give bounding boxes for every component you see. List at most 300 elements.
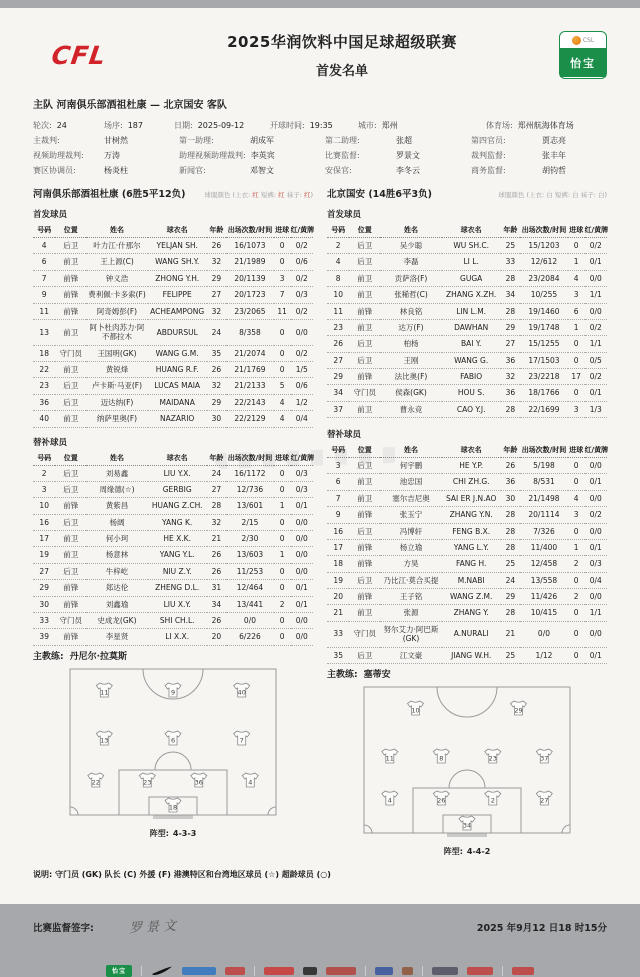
info-value: 罗景文 (396, 151, 420, 160)
player-age: 32 (501, 369, 521, 385)
player-number: 3 (33, 481, 55, 497)
player-age: 21 (207, 531, 227, 547)
player-age: 36 (501, 352, 521, 368)
player-jersey-name: YANG Y.L. (148, 547, 207, 563)
player-position: 后卫 (349, 458, 380, 474)
player-jersey-name: ZHENG D.L. (148, 580, 207, 596)
player-cards: 0/1 (291, 580, 313, 596)
player-jersey-name: FABIO (442, 369, 501, 385)
player-row (327, 401, 607, 417)
info-pair (270, 118, 358, 133)
player-row (33, 498, 313, 514)
player-apps-time: 10/255 (520, 287, 568, 303)
info-value: 郑州航海体育场 (517, 121, 574, 130)
sponsor-separator (422, 966, 423, 976)
column-header: 年龄 (501, 443, 521, 458)
info-label: 第一助理: (179, 136, 214, 145)
jersey-18 (165, 798, 181, 812)
player-apps-time: 19/1748 (520, 319, 568, 335)
kit-part-label: 上衣: (529, 191, 547, 199)
info-label: 商务监督: (471, 166, 506, 175)
player-row (327, 490, 607, 506)
player-position: 前锋 (349, 507, 380, 523)
player-cards: 0/1 (585, 385, 607, 401)
player-cards: 1/1 (585, 336, 607, 352)
player-apps-time: 22/2143 (226, 394, 274, 410)
kit-label: 球服颜色 ( (204, 191, 235, 199)
svg-text:11: 11 (385, 754, 394, 763)
jersey-36 (191, 773, 207, 787)
home-starters-section (33, 208, 313, 428)
player-goals: 3 (274, 270, 291, 286)
signature-block (33, 916, 180, 935)
player-jersey-name: YELJAN SH. (148, 238, 207, 254)
player-goals: 0 (274, 629, 291, 645)
column-header: 号码 (33, 451, 55, 466)
player-age: 29 (207, 394, 227, 410)
player-apps-time: 12/458 (520, 556, 568, 572)
player-number: 27 (33, 563, 55, 579)
kit-part-label: 短裤: (554, 191, 573, 199)
player-jersey-name: MAIDANA (148, 394, 207, 410)
player-cards: 0/3 (291, 287, 313, 303)
player-apps-time: 21/1989 (226, 254, 274, 270)
player-row (33, 394, 313, 410)
player-jersey-name: M.NABI (442, 572, 501, 588)
player-apps-time: 23/2084 (520, 270, 568, 286)
column-header: 年龄 (207, 223, 227, 238)
jersey-11 (96, 683, 112, 697)
player-row (33, 563, 313, 579)
player-age: 21 (501, 621, 521, 647)
player-goals: 0 (274, 254, 291, 270)
legend-note: 说明: 守门员 (GK) 队长 (C) 外援 (F) 港澳特区和台湾地区球员 (☆) 超龄球员 (○) (33, 869, 331, 879)
player-number: 2 (327, 238, 349, 254)
player-position: 后卫 (55, 394, 86, 410)
player-cards: 0/0 (291, 547, 313, 563)
info-label: 安保官: (325, 166, 352, 175)
player-jersey-name: CAO Y.J. (442, 401, 501, 417)
player-age: 26 (207, 238, 227, 254)
kit-part-label: 袜子: (286, 191, 304, 199)
column-header: 位置 (349, 443, 380, 458)
player-name: 杨意林 (86, 547, 148, 563)
player-row (327, 556, 607, 572)
player-jersey-name: YANG L.Y. (442, 539, 501, 555)
svg-text:9: 9 (170, 688, 176, 697)
jersey-4 (242, 773, 258, 787)
player-apps-time: 21/2133 (226, 378, 274, 394)
player-number: 29 (33, 580, 55, 596)
player-name: 塞尔吉尼奥 (380, 490, 442, 506)
player-goals: 0 (568, 474, 585, 490)
signature-row (33, 916, 607, 935)
info-pair (179, 163, 325, 178)
svg-text:13: 13 (100, 736, 109, 745)
player-name: 刘鑫瑜 (86, 596, 148, 612)
info-value: 张超 (396, 136, 412, 145)
player-jersey-name: NIU Z.Y. (148, 563, 207, 579)
player-row (327, 287, 607, 303)
player-row (327, 238, 607, 254)
player-age: 26 (207, 563, 227, 579)
column-header: 球衣名 (442, 443, 501, 458)
player-position: 后卫 (349, 647, 380, 663)
sponsor-yibao-logo: 怡宝 (106, 965, 132, 977)
kit-part-label: 上衣: (235, 191, 253, 199)
match-sheet-page (0, 8, 640, 976)
player-position: 后卫 (349, 572, 380, 588)
player-cards: 0/3 (291, 465, 313, 481)
player-name: 何小珂 (86, 531, 148, 547)
player-age: 28 (501, 539, 521, 555)
player-apps-time: 18/1766 (520, 385, 568, 401)
info-pair (471, 163, 607, 178)
player-name: 李磊 (380, 254, 442, 270)
player-row (327, 539, 607, 555)
info-pair (325, 148, 471, 163)
player-name: 杨立瑜 (380, 539, 442, 555)
player-age: 27 (501, 336, 521, 352)
player-jersey-name: WU SH.C. (442, 238, 501, 254)
info-value: 19:35 (309, 121, 333, 130)
player-goals: 0 (568, 458, 585, 474)
player-number: 11 (33, 303, 55, 319)
player-age: 26 (207, 362, 227, 378)
home-formation-line (67, 828, 279, 839)
player-jersey-name: CHI ZH.G. (442, 474, 501, 490)
column-header: 号码 (33, 223, 55, 238)
pitch-svg (361, 684, 573, 840)
player-number: 6 (327, 474, 349, 490)
player-name: 江文豪 (380, 647, 442, 663)
column-header: 出场次数/时间 (520, 223, 568, 238)
player-cards: 0/4 (291, 411, 313, 427)
player-name: 黄紫昌 (86, 498, 148, 514)
player-cards: 0/6 (291, 378, 313, 394)
title-block (125, 31, 559, 79)
player-row (327, 572, 607, 588)
player-jersey-name: WANG Z.M. (442, 589, 501, 605)
player-cards: 1/1 (585, 605, 607, 621)
player-goals: 4 (274, 394, 291, 410)
player-row (327, 605, 607, 621)
player-number: 26 (327, 336, 349, 352)
player-name: 王国明(GK) (86, 345, 148, 361)
column-header: 红/黄牌 (291, 223, 313, 238)
player-number: 9 (327, 507, 349, 523)
player-number: 19 (33, 547, 55, 563)
player-goals: 1 (568, 539, 585, 555)
player-cards: 0/0 (585, 458, 607, 474)
info-label: 体育场: (486, 121, 513, 130)
player-goals: 0 (274, 563, 291, 579)
player-row (327, 474, 607, 490)
player-row (33, 629, 313, 645)
player-age: 29 (501, 589, 521, 605)
player-goals: 0 (274, 319, 291, 345)
player-position: 前卫 (55, 362, 86, 378)
home-coach-name: 丹尼尔·拉莫斯 (69, 651, 128, 662)
sheet-header (33, 24, 607, 86)
column-header: 进球 (568, 443, 585, 458)
player-goals: 4 (568, 270, 585, 286)
away-formation-line (361, 846, 573, 857)
player-cards: 0/2 (291, 270, 313, 286)
player-age: 28 (207, 498, 227, 514)
player-age: 32 (207, 303, 227, 319)
player-jersey-name: ZHANG Y.N. (442, 507, 501, 523)
home-team-header (33, 186, 313, 200)
sponsor-logo (512, 967, 534, 975)
column-header: 位置 (349, 223, 380, 238)
match-info-row (33, 148, 607, 163)
svg-text:11: 11 (100, 688, 109, 697)
info-label: 第四官员: (471, 136, 506, 145)
away-formation-value: 4-4-2 (466, 846, 491, 856)
sponsor-logo (432, 967, 458, 975)
player-cards: 1/1 (585, 287, 607, 303)
svg-text:2: 2 (490, 796, 495, 805)
kit-part-label: 短裤: (260, 191, 279, 199)
player-jersey-name: NAZARIO (148, 411, 207, 427)
player-position: 前卫 (349, 474, 380, 490)
player-row (327, 589, 607, 605)
sponsor-logo (303, 967, 317, 975)
player-goals: 1 (568, 319, 585, 335)
sheet-content (0, 8, 640, 977)
info-value: 胡钧哲 (542, 166, 566, 175)
player-name: 王子铭 (380, 589, 442, 605)
info-value: 贾志亮 (542, 136, 566, 145)
player-name: 张稀哲(C) (380, 287, 442, 303)
player-jersey-name: ZHONG Y.H. (148, 270, 207, 286)
column-header: 年龄 (207, 451, 227, 466)
formation-label: 阵型: (149, 828, 169, 838)
player-goals: 5 (274, 378, 291, 394)
player-name: 阿卜杜肉苏力·阿不都拉木 (86, 319, 148, 345)
player-number: 35 (327, 647, 349, 663)
player-cards: 0/4 (585, 572, 607, 588)
player-cards: 0/0 (585, 490, 607, 506)
sponsor-logo (467, 967, 493, 975)
column-header: 年龄 (501, 223, 521, 238)
svg-text:26: 26 (437, 796, 446, 805)
player-apps-time: 6/226 (226, 629, 274, 645)
supervisor-signature: 罗景文 (128, 918, 181, 937)
player-apps-time: 22/2129 (226, 411, 274, 427)
info-value: 李英宾 (250, 151, 275, 160)
player-position: 前锋 (55, 270, 86, 286)
info-value: 胡成军 (250, 136, 274, 145)
match-info-row (33, 133, 607, 148)
svg-text:29: 29 (514, 706, 523, 715)
player-cards: 0/0 (585, 621, 607, 647)
player-number: 10 (327, 287, 349, 303)
league-title: 2025华润饮料中国足球超级联赛 (227, 33, 457, 51)
svg-text:36: 36 (194, 778, 203, 787)
player-jersey-name: SHI CH.L. (148, 612, 207, 628)
player-goals: 0 (274, 238, 291, 254)
player-row (33, 303, 313, 319)
player-number: 30 (33, 596, 55, 612)
player-jersey-name: GERBIG (148, 481, 207, 497)
player-position: 后卫 (55, 481, 86, 497)
player-position: 后卫 (349, 352, 380, 368)
player-number: 20 (327, 589, 349, 605)
info-label: 城市: (358, 121, 377, 130)
player-name: 杨阔 (86, 514, 148, 530)
info-label: 视频助理裁判: (33, 151, 84, 160)
player-number: 27 (327, 352, 349, 368)
player-row (327, 254, 607, 270)
player-age: 25 (501, 238, 521, 254)
player-row (33, 362, 313, 378)
player-position: 前锋 (349, 303, 380, 319)
player-goals: 0 (274, 580, 291, 596)
info-value: 万涛 (104, 151, 120, 160)
info-pair (358, 118, 486, 133)
player-age: 24 (207, 319, 227, 345)
player-jersey-name: ABDURSUL (148, 319, 207, 345)
player-cards: 0/0 (585, 303, 607, 319)
column-header: 号码 (327, 443, 349, 458)
player-cards: 0/0 (291, 514, 313, 530)
player-cards: 0/2 (291, 345, 313, 361)
signature-datetime: 2025 年9月12 日18 时15分 (476, 922, 607, 934)
subs-label: 替补球员 (33, 437, 68, 448)
player-age: 36 (501, 474, 521, 490)
table-header-row (327, 223, 607, 238)
player-row (327, 647, 607, 663)
player-number: 4 (33, 238, 55, 254)
player-goals: 4 (274, 411, 291, 427)
player-number: 9 (33, 287, 55, 303)
player-apps-time: 15/1255 (520, 336, 568, 352)
away-team-header (327, 186, 607, 200)
player-name: 王上源(C) (86, 254, 148, 270)
player-number: 33 (327, 621, 349, 647)
home-team-column (33, 186, 313, 857)
player-apps-time: 20/1139 (226, 270, 274, 286)
info-pair (174, 118, 270, 133)
info-label: 比赛监督: (325, 151, 360, 160)
player-cards: 0/6 (291, 254, 313, 270)
jersey-11 (382, 749, 398, 763)
kit-color-value: 白 (546, 191, 553, 199)
player-apps-time: 12/736 (226, 481, 274, 497)
player-cards: 0/2 (585, 369, 607, 385)
info-label: 助理视频助理裁判: (179, 151, 246, 160)
player-position: 前卫 (349, 270, 380, 286)
home-subs-table (33, 451, 313, 646)
kit-color-value: 红 (278, 191, 285, 199)
player-jersey-name: HOU S. (442, 385, 501, 401)
csl-label: CSL (582, 36, 595, 44)
player-number: 33 (33, 612, 55, 628)
away-coach-name: 塞蒂安 (363, 669, 391, 680)
player-name: 乃比江·莫合买提 (380, 572, 442, 588)
kit-part-label: 袜子: (580, 191, 598, 199)
player-position: 后卫 (55, 238, 86, 254)
jersey-22 (88, 773, 104, 787)
player-jersey-name: A.NURALI (442, 621, 501, 647)
player-age: 29 (501, 319, 521, 335)
player-jersey-name: LIU Y.X. (148, 465, 207, 481)
player-jersey-name: HUANG R.F. (148, 362, 207, 378)
player-cards: 0/2 (291, 303, 313, 319)
info-label: 场序: (104, 121, 123, 130)
player-position: 前锋 (55, 629, 86, 645)
player-goals: 0 (274, 514, 291, 530)
info-pair (486, 118, 607, 133)
player-jersey-name: JIANG W.H. (442, 647, 501, 663)
info-value: 张丰年 (542, 151, 566, 160)
info-value: 郑州 (381, 121, 398, 130)
player-cards: 0/0 (585, 523, 607, 539)
player-name: 叶力江·什那尔 (86, 238, 148, 254)
jersey-10 (408, 701, 424, 715)
home-name-text: 河南俱乐部酒祖杜康 (33, 189, 119, 200)
player-position: 前卫 (55, 531, 86, 547)
player-position: 后卫 (55, 563, 86, 579)
player-cards: 1/5 (291, 362, 313, 378)
player-position: 前锋 (349, 556, 380, 572)
player-number: 7 (33, 270, 55, 286)
yibao-brand-label: 怡宝 (560, 48, 606, 77)
player-name: 池忠国 (380, 474, 442, 490)
subs-label: 替补球员 (327, 430, 362, 440)
sponsor-logo-strip (33, 965, 607, 977)
home-coach-line (33, 649, 313, 662)
jersey-2 (485, 791, 501, 805)
player-age: 30 (501, 490, 521, 506)
player-name: 达万(F) (380, 319, 442, 335)
player-cards: 0/1 (291, 596, 313, 612)
player-cards: 0/0 (585, 270, 607, 286)
player-position: 前锋 (55, 580, 86, 596)
column-header: 进球 (274, 223, 291, 238)
player-apps-time: 21/2074 (226, 345, 274, 361)
player-cards: 1/3 (585, 401, 607, 417)
away-starters-section (327, 208, 607, 420)
player-name: 卢卡斯·马亚(F) (86, 378, 148, 394)
player-jersey-name: FENG B.X. (442, 523, 501, 539)
away-team-column (327, 186, 607, 857)
coach-label: 主教练: (327, 669, 358, 680)
player-row (33, 238, 313, 254)
column-header: 红/黄牌 (291, 451, 313, 466)
player-row (327, 270, 607, 286)
player-row (33, 612, 313, 628)
player-row (327, 523, 607, 539)
player-name: 黄锐烽 (86, 362, 148, 378)
player-row (33, 378, 313, 394)
player-jersey-name: ACHEAMPONG (148, 303, 207, 319)
svg-text:22: 22 (91, 778, 100, 787)
sponsor-logo (225, 967, 245, 975)
kit-color-value: 白 (597, 191, 605, 199)
player-apps-time: 10/415 (520, 605, 568, 621)
player-number: 18 (327, 556, 349, 572)
player-position: 前卫 (349, 287, 380, 303)
player-number: 6 (33, 254, 55, 270)
column-header: 红/黄牌 (585, 223, 607, 238)
player-goals: 17 (568, 369, 585, 385)
player-apps-time: 2/15 (226, 514, 274, 530)
player-goals: 0 (274, 465, 291, 481)
svg-text:27: 27 (540, 796, 549, 805)
